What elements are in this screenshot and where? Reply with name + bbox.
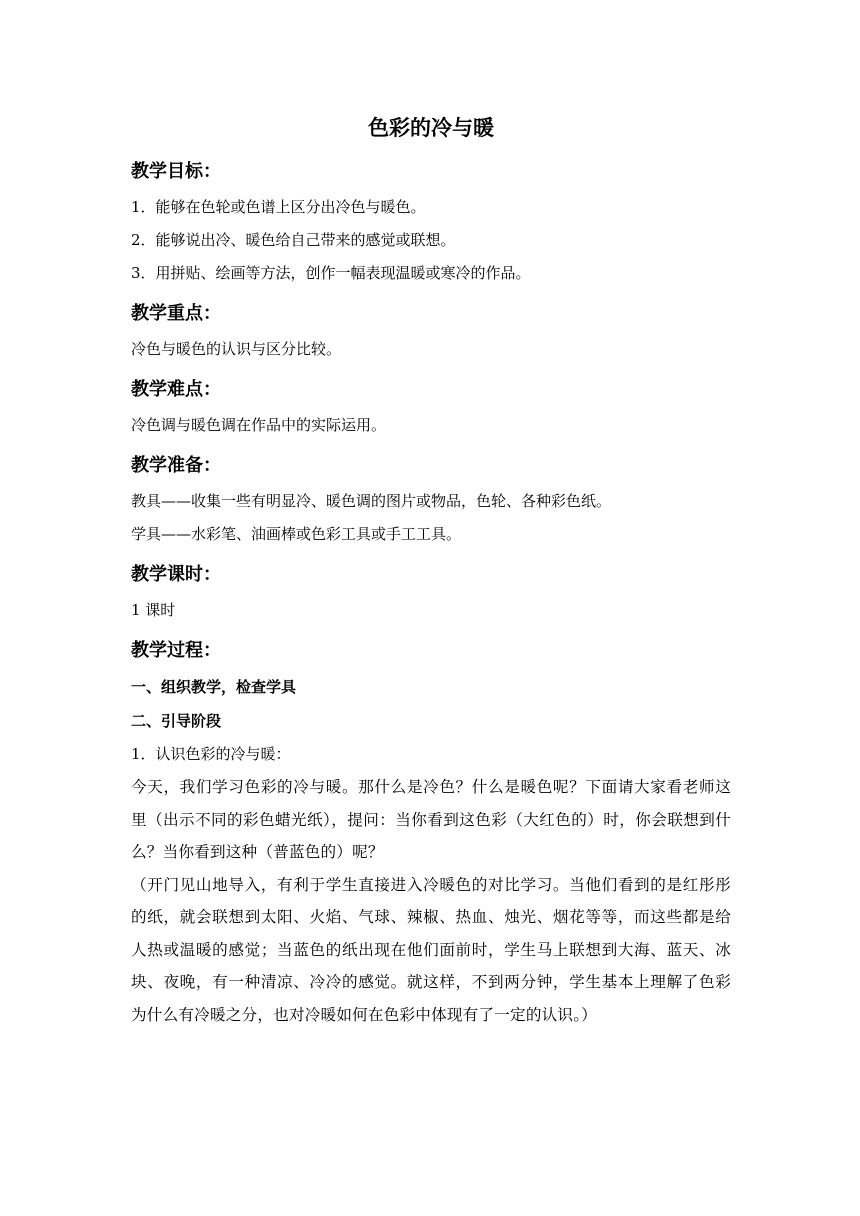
objective-item-3: 3．用拼贴、绘画等方法，创作一幅表现温暖或寒冷的作品。 bbox=[131, 264, 531, 282]
process-heading: 教学过程： bbox=[131, 640, 221, 661]
difficulties-heading: 教学难点： bbox=[131, 379, 221, 400]
hours-text: 1 课时 bbox=[131, 601, 176, 619]
preparation-heading: 教学准备： bbox=[131, 455, 221, 476]
process-step-2: 二、引导阶段 bbox=[131, 712, 222, 730]
preparation-student-tools: 学具——水彩笔、油画棒或色彩工具或手工工具。 bbox=[131, 525, 462, 543]
process-step-1: 一、组织教学，检查学具 bbox=[131, 678, 297, 696]
objectives-heading: 教学目标： bbox=[131, 161, 221, 182]
difficulties-text: 冷色调与暖色调在作品中的实际运用。 bbox=[131, 416, 387, 434]
process-paragraph-1: 今天，我们学习色彩的冷与暖。那什么是冷色？什么是暖色呢？下面请大家看老师这里（出示不同的彩色蜡光纸），提问：当你看到这色彩（大红色的）时，你会联想到什么？当你看到这种（普蓝色的）呢？ bbox=[131, 778, 731, 861]
key-points-heading: 教学重点： bbox=[131, 303, 221, 324]
objective-item-2: 2．能够说出冷、暖色给自己带来的感觉或联想。 bbox=[131, 231, 456, 249]
key-points-text: 冷色与暖色的认识与区分比较。 bbox=[131, 340, 342, 358]
process-paragraph-2: （开门见山地导入，有利于学生直接进入冷暖色的对比学习。当他们看到的是红彤彤的纸，就会联想到太阳、火焰、气球、辣椒、热血、烛光、烟花等等，而这些都是给人热或温暖的感觉；当蓝色的纸出现在他们面前时，学生马上联想到大海、蓝天、冰块、夜晚，有一种清凉、冷冷的感觉。就这样，不到两分钟，学生基本上理解了色彩为什么有冷暖之分，也对冷暖如何在色彩中体现有了一定的认识。） bbox=[131, 875, 731, 1024]
document-body bbox=[131, 112, 731, 1031]
objective-item-1: 1．能够在色轮或色谱上区分出冷色与暖色。 bbox=[131, 198, 426, 216]
preparation-teacher-tools: 教具——收集一些有明显冷、暖色调的图片或物品，色轮、各种彩色纸。 bbox=[131, 492, 612, 510]
process-item-1: 1．认识色彩的冷与暖： bbox=[131, 745, 291, 763]
document-title: 色彩的冷与暖 bbox=[368, 116, 494, 140]
hours-heading: 教学课时： bbox=[131, 564, 221, 585]
